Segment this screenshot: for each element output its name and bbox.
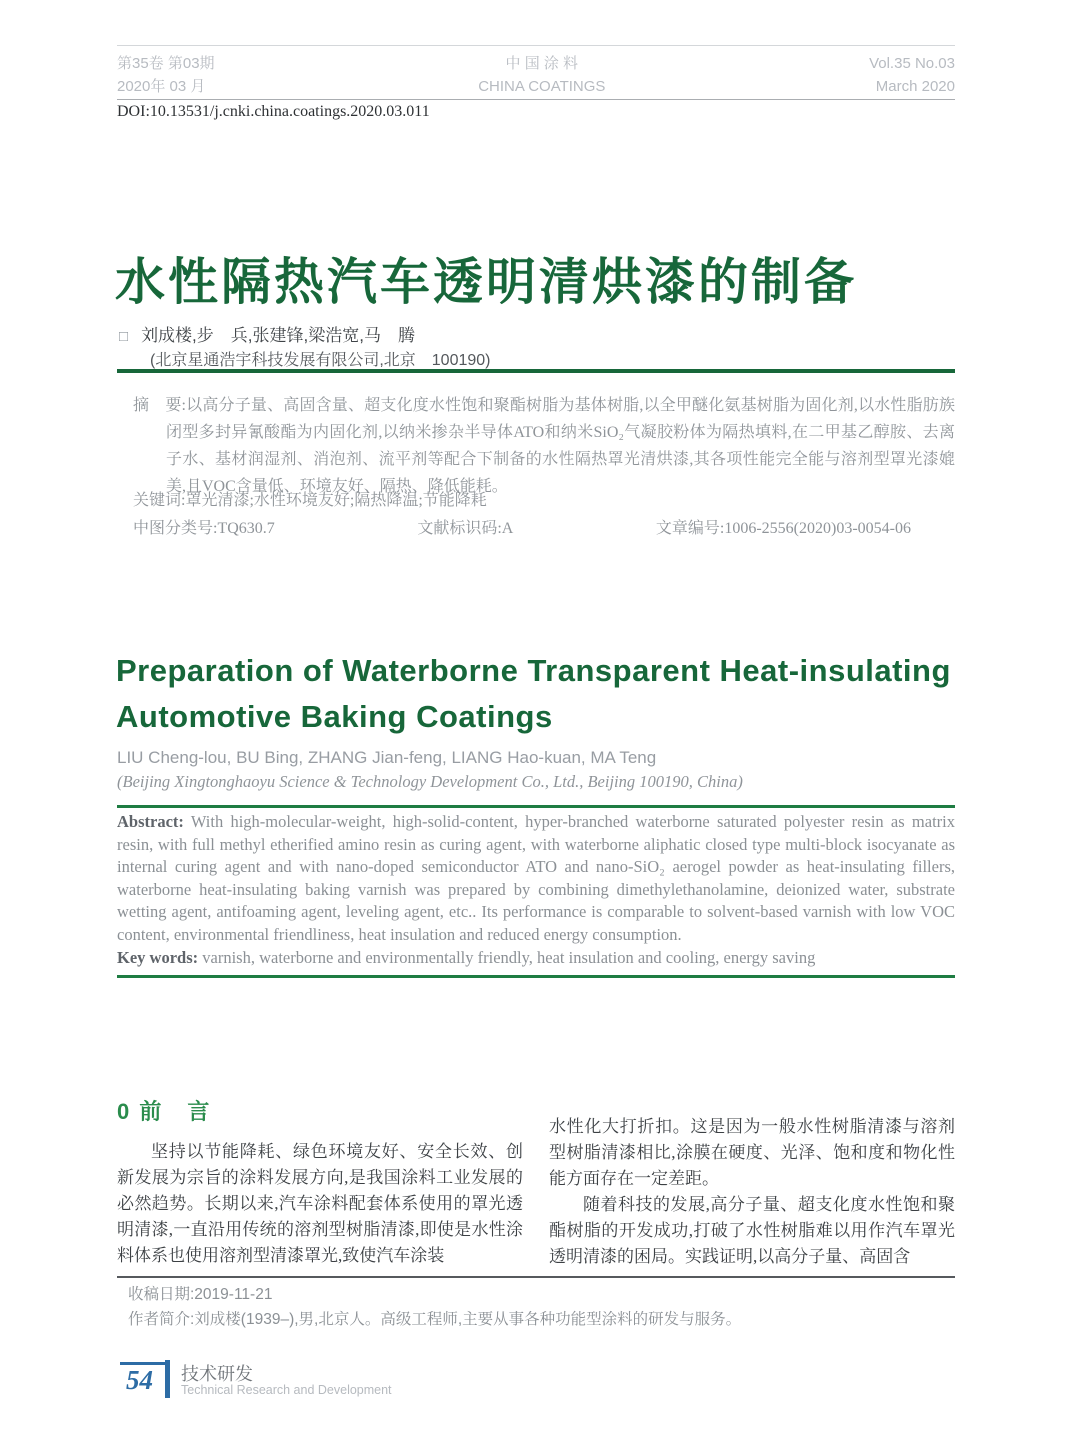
received-date: 收稿日期:2019-11-21	[128, 1286, 273, 1303]
keywords-cn-text: 罩光清漆;水性环境友好;隔热降温;节能降耗	[185, 492, 487, 509]
doi-text: DOI:10.13531/j.cnki.china.coatings.2020.03.011	[117, 103, 430, 120]
section-heading: 0 前 言	[117, 1099, 212, 1124]
keywords-cn	[133, 487, 487, 510]
running-head	[117, 52, 955, 98]
article-title-en	[116, 648, 951, 740]
authors-cn-row	[119, 321, 415, 346]
clc-number: 中图分类号:TQ630.7	[133, 520, 275, 537]
abstract-en-label: Abstract:	[117, 812, 184, 831]
volume-issue-cn: 第35卷 第03期	[117, 55, 215, 72]
keywords-en-text: varnish, waterborne and environmentally friendly, heat insulation and cooling, energy saving	[198, 947, 816, 967]
abstract-en	[117, 811, 955, 947]
article-title-en-line1: Preparation of Waterborne Transparent Heat-insulating	[116, 653, 951, 688]
journal-name-cn: 中 国 涂 料	[505, 55, 579, 72]
affiliation-cn: (北京星通浩宇科技发展有限公司,北京 100190)	[150, 352, 491, 369]
header-issue-info-en	[869, 52, 955, 98]
author-bio: 作者简介:刘成楼(1939–),男,北京人。高级工程师,主要从事各种功能型涂料的研发与服务。	[128, 1311, 742, 1328]
footnote-block	[128, 1282, 741, 1332]
footnote-rule	[117, 1276, 955, 1278]
volume-issue-en: Vol.35 No.03	[869, 55, 955, 72]
abstract-en-text: With high-molecular-weight, high-solid-content, hyper-branched waterborne saturated polyester resin as matrix resin, with full methyl etherified amino resin as curing agent, with waterborne aliphatic closed type multi-block isocyanate as internal curing agent and with nano-doped semiconductor ATO and nano-SiO₂ aerogel powder as heat-insulating fillers, waterborne heat-insulating baking varnish was prepared by combining dimethylethanolamine, deionized water, substrate wetting agent, antifoaming agent, leveling agent, etc.. Its performance is comparable to solvent-based varnish with low VOC content, environmental friendliness, heat insulation and reduced energy consumption.	[117, 812, 955, 944]
abstract-bottom-rule	[117, 975, 955, 978]
page-number: 54	[126, 1365, 153, 1395]
body-paragraph: 坚持以节能降耗、绿色环境友好、安全长效、创新发展为宗旨的涂料发展方向,是我国涂料工业发展的必然趋势。长期以来,汽车涂料配套体系使用的罩光透明清漆,一直沿用传统的溶剂型树脂清漆,即使是水性涂料体系也使用溶剂型清漆罩光,致使汽车涂装	[117, 1142, 523, 1265]
date-en: March 2020	[875, 78, 955, 95]
title-divider-rule	[117, 369, 955, 373]
authors-en: LIU Cheng-lou, BU Bing, ZHANG Jian-feng, LIANG Hao-kuan, MA Teng	[117, 748, 657, 767]
header-top-rule	[117, 45, 955, 46]
body-paragraph: 水性化大打折扣。这是因为一般水性树脂清漆与溶剂型树脂清漆相比,涂膜在硬度、光泽、饱和度和物化性能方面存在一定差距。	[549, 1117, 955, 1188]
journal-name-en: CHINA COATINGS	[478, 78, 606, 95]
document-code: 文献标识码:A	[417, 520, 514, 537]
footer-section-cn: 技术研发	[181, 1364, 253, 1384]
body-columns	[117, 1099, 955, 1270]
article-id: 文章编号:1006-2556(2020)03-0054-06	[655, 520, 911, 537]
article-title-cn: 水性隔热汽车透明清烘漆的制备	[115, 254, 857, 310]
abstract-top-rule	[117, 805, 955, 808]
header-journal-name	[478, 52, 605, 98]
body-paragraph: 随着科技的发展,高分子量、超支化度水性饱和聚酯树脂的开发成功,打破了水性树脂难以用作汽车罩光透明清漆的困局。实践证明,以高分子量、高固含	[549, 1195, 955, 1266]
author-marker-icon: □	[119, 328, 129, 345]
footer-section-en: Technical Research and Development	[181, 1383, 392, 1397]
keywords-cn-label: 关键词:	[133, 492, 186, 509]
authors-cn: 刘成楼,步 兵,张建锋,梁浩宽,马 腾	[141, 326, 415, 345]
body-column-right	[549, 1099, 955, 1270]
abstract-en-block	[117, 811, 955, 969]
footer-blue-bar	[165, 1360, 170, 1398]
classification-row	[133, 515, 911, 538]
body-column-left	[117, 1099, 523, 1270]
keywords-en	[117, 947, 955, 970]
abstract-cn-text: 以高分子量、高固含量、超支化度水性饱和聚酯树脂为基体树脂,以全甲醚化氨基树脂为固化剂,以水性脂肪族闭型多封异氰酸酯为内固化剂,以纳米掺杂半导体ATO和纳米SiO₂气凝胶粉体为隔热填料,在二甲基乙醇胺、去离子水、基材润湿剂、消泡剂、流平剂等配合下制备的水性隔热罩光清烘漆,其各项性能完全能与溶剂型罩光漆媲美,且VOC含量低、环境友好、隔热、降低能耗。	[166, 397, 955, 495]
abstract-cn	[133, 392, 955, 500]
article-title-en-line2: Automotive Baking Coatings	[116, 699, 553, 734]
header-issue-info	[117, 52, 215, 98]
keywords-en-label: Key words:	[117, 947, 199, 967]
date-cn: 2020年 03 月	[117, 78, 206, 95]
abstract-cn-label: 摘 要:	[133, 397, 186, 414]
header-bottom-rule	[117, 99, 955, 100]
affiliation-en: (Beijing Xingtonghaoyu Science & Technology Development Co., Ltd., Beijing 100190, China)	[117, 772, 743, 791]
